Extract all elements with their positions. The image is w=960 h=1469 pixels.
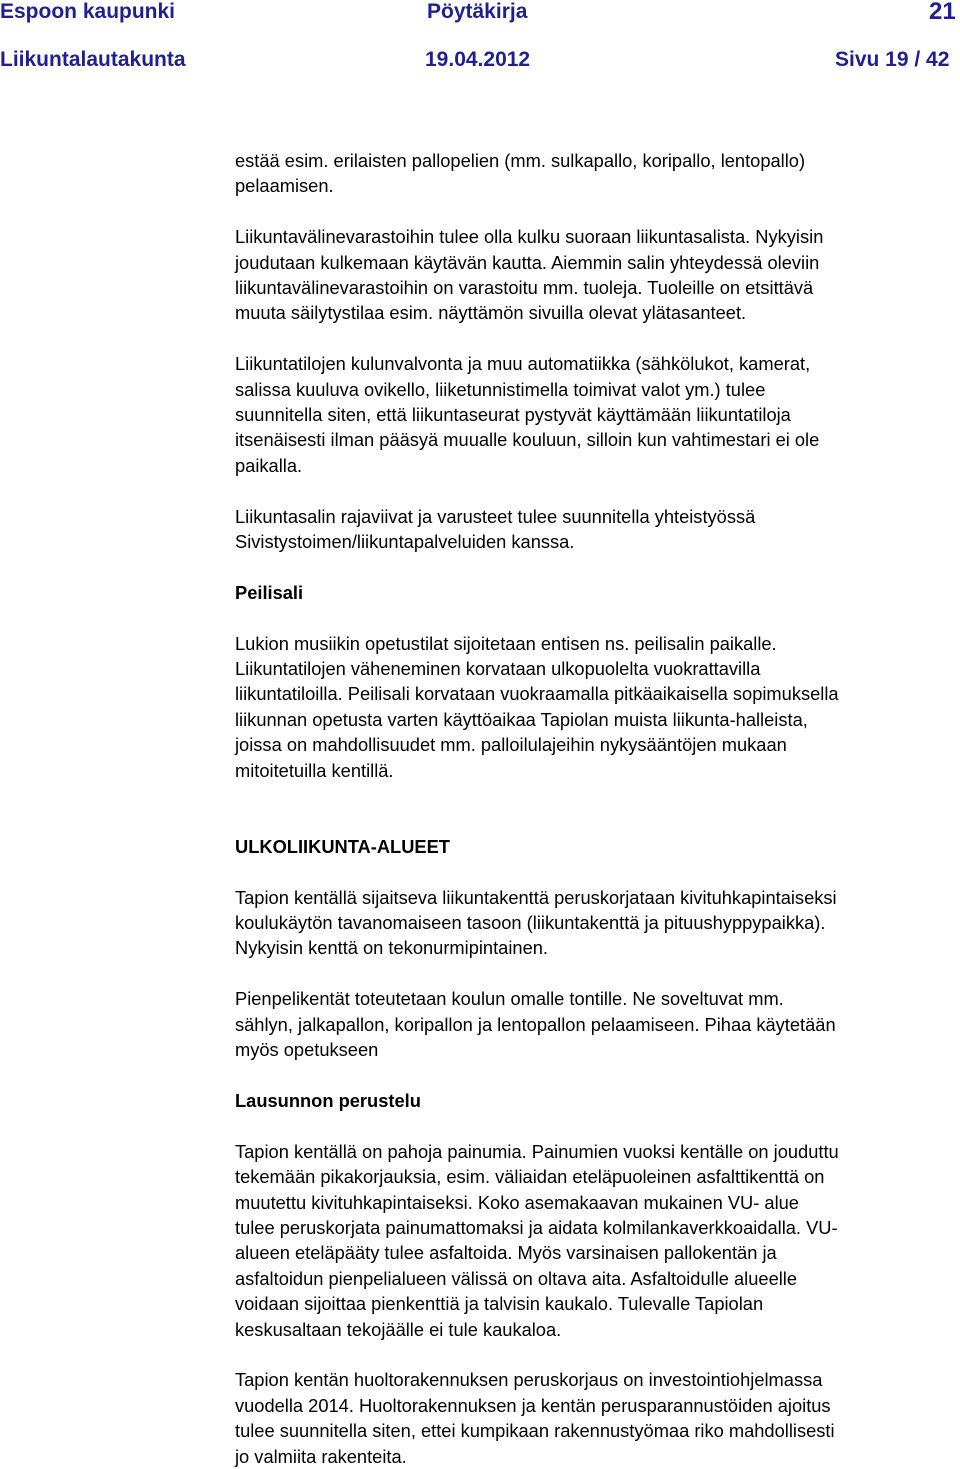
text-line: mitoitetuilla kentillä. bbox=[235, 759, 394, 781]
paragraph bbox=[235, 885, 960, 961]
text-line: paikalla. bbox=[235, 454, 303, 476]
text-line: asfaltoidun pienpelialueen välissä on oltava aita. Asfaltoidulle alueelle bbox=[235, 1267, 798, 1289]
text-line: keskusaltaan tekojäälle ei tule kaukaloa. bbox=[235, 1318, 562, 1340]
text-line: Liikuntatilojen väheneminen korvataan ulkopuolelta vuokrattavilla bbox=[235, 658, 761, 680]
header-org: Espoon kaupunki bbox=[0, 0, 176, 23]
text-line: tulee peruskorjata painumattomaksi ja aidata kolmilankaverkkoaidalla. VU- bbox=[235, 1216, 838, 1238]
section-heading-ulkoliikunta: ULKOLIIKUNTA-ALUEET bbox=[235, 835, 450, 857]
paragraph bbox=[235, 1367, 960, 1469]
text-line: liikuntavälinevarastoihin on varastoitu mm. tuoleja. Tuoleille on etsittävä bbox=[235, 277, 814, 299]
paragraph bbox=[235, 224, 960, 326]
text-line: Liikuntatilojen kulunvalvonta ja muu automatiikka (sähkölukot, kamerat, bbox=[235, 353, 811, 375]
header-board: Liikuntalautakunta bbox=[0, 48, 186, 71]
paragraph bbox=[235, 1139, 960, 1342]
text-line: liikuntatiloilla. Peilisali korvataan vuokraamalla pitkäaikaisella sopimuksella bbox=[235, 683, 839, 705]
text-line: koulukäytön tavanomaiseen tasoon (liikuntakenttä ja pituushyppypaikka). bbox=[235, 912, 826, 934]
header-date: 19.04.2012 bbox=[425, 48, 531, 71]
text-line: suunnitella siten, että liikuntaseurat pystyvät käyttämään liikuntatiloja bbox=[235, 404, 791, 426]
document-body bbox=[235, 148, 960, 1469]
text-line: Liikuntavälinevarastoihin tulee olla kulku suoraan liikuntasalista. Nykyisin bbox=[235, 226, 824, 248]
text-line: tulee suunnitella siten, ettei kumpikaan rakennustyömaa riko mahdollisesti bbox=[235, 1420, 835, 1442]
text-line: myös opetukseen bbox=[235, 1039, 379, 1061]
text-line: estää esim. erilaisten pallopelien (mm. sulkapallo, koripallo, lentopallo) bbox=[235, 150, 806, 171]
text-line: Lukion musiikin opetustilat sijoitetaan entisen ns. peilisalin paikalle. bbox=[235, 632, 777, 654]
header-doc-type: Pöytäkirja bbox=[427, 0, 528, 23]
text-line: muuta säilytystilaa esim. näyttämön sivuilla olevat ylätasanteet. bbox=[235, 302, 747, 324]
text-line: salissa kuuluva ovikello, liiketunnistimella toimivat valot ym.) tulee bbox=[235, 378, 766, 400]
text-line: Sivistystoimen/liikuntapalveluiden kanssa. bbox=[235, 531, 575, 553]
text-line: Tapion kentän huoltorakennuksen peruskorjaus on investointiohjelmassa bbox=[235, 1369, 823, 1391]
text-line: Tapion kentällä sijaitseva liikuntakenttä peruskorjataan kivituhkapintaiseksi bbox=[235, 886, 837, 908]
text-line: alueen eteläpääty tulee asfaltoida. Myös varsinaisen pallokentän ja bbox=[235, 1242, 777, 1264]
section-heading-lausunnon-perustelu: Lausunnon perustelu bbox=[235, 1089, 421, 1111]
text-line: joissa on mahdollisuudet mm. palloilulajeihin nykysääntöjen mukaan bbox=[235, 734, 787, 756]
header-page-number: Sivu 19 / 42 bbox=[835, 48, 950, 71]
paragraph bbox=[235, 504, 960, 555]
text-line: Tapion kentällä on pahoja painumia. Painumien vuoksi kentälle on jouduttu bbox=[235, 1140, 839, 1162]
text-line: muutettu kivituhkapintaiseksi. Koko asemakaavan mukainen VU- alue bbox=[235, 1191, 799, 1213]
text-line: jo valmiita rakenteita. bbox=[235, 1445, 407, 1467]
text-line: tekemään pikakorjauksia, esim. väliaidan eteläpuoleinen asfalttikenttä on bbox=[235, 1166, 825, 1188]
paragraph bbox=[235, 351, 960, 478]
text-line: sählyn, jalkapallon, koripallon ja lentopallon pelaamiseen. Pihaa käytetään bbox=[235, 1013, 836, 1035]
paragraph bbox=[235, 986, 960, 1062]
text-line: itsenäisesti ilman pääsyä muualle kouluun, silloin kun vahtimestari ei ole bbox=[235, 429, 820, 451]
text-line: joudutaan kulkemaan käytävän kautta. Aiemmin salin yhteydessä oleviin bbox=[235, 251, 820, 273]
text-line: liikunnan opetusta varten käyttöaikaa Tapiolan muista liikunta-halleista, bbox=[235, 708, 808, 730]
section-heading-peilisali: Peilisali bbox=[235, 581, 304, 603]
paragraph bbox=[235, 631, 960, 783]
text-line: Pienpelikentät toteutetaan koulun omalle tontille. Ne soveltuvat mm. bbox=[235, 988, 784, 1010]
text-line: Liikuntasalin rajaviivat ja varusteet tulee suunnitella yhteistyössä bbox=[235, 505, 756, 527]
text-line: vuodella 2014. Huoltorakennuksen ja kentän perusparannustöiden ajoitus bbox=[235, 1394, 831, 1416]
paragraph bbox=[235, 148, 960, 199]
text-line: pelaamisen. bbox=[235, 175, 334, 197]
text-line: voidaan sijoittaa pienkenttiä ja talvisin kaukalo. Tulevalle Tapiolan bbox=[235, 1293, 764, 1315]
text-line: Nykyisin kenttä on tekonurmipintainen. bbox=[235, 937, 548, 959]
header-number: 21 bbox=[929, 0, 956, 25]
